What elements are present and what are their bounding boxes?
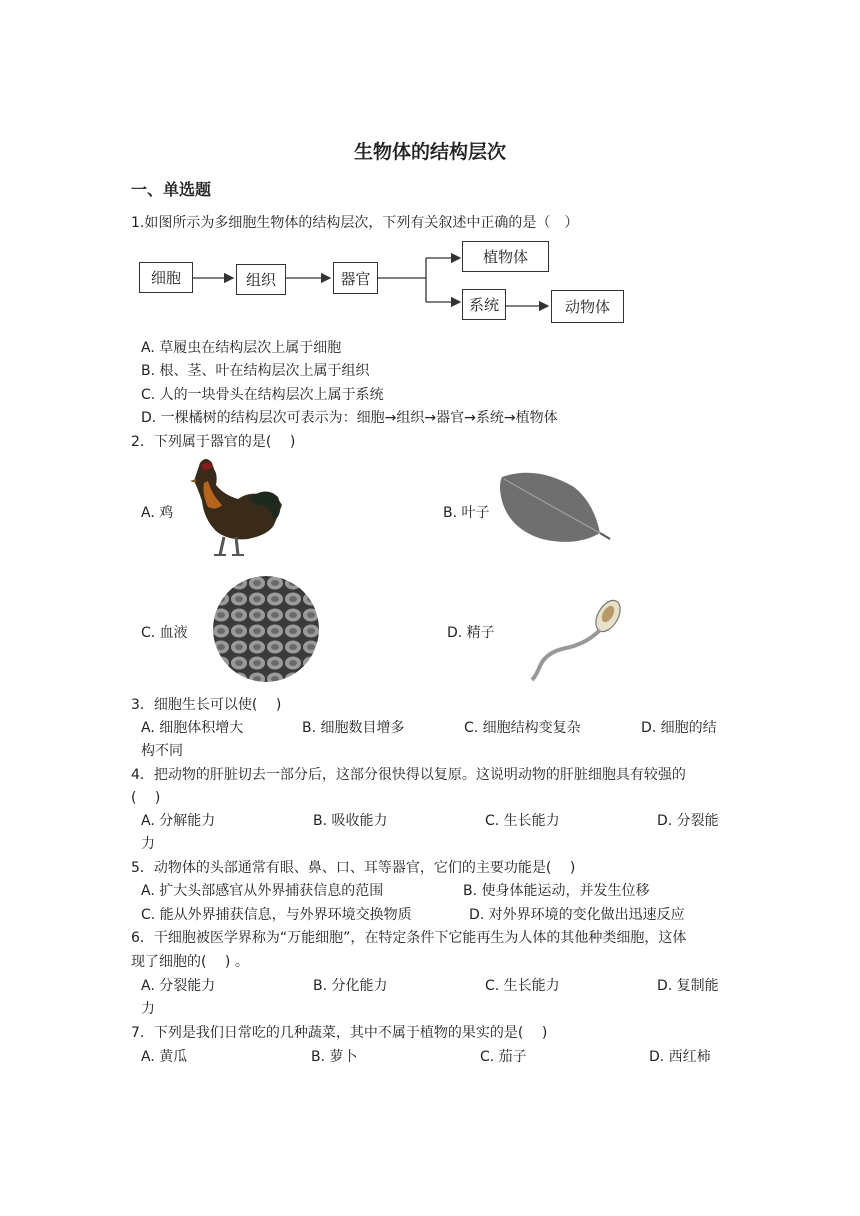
q6-stem: 6．干细胞被医学界称为“万能细胞”，在特定条件下它能再生为人体的其他种类细胞，这体 bbox=[131, 930, 687, 946]
q4-option-d: D. 分裂能 bbox=[657, 813, 719, 829]
q4-option-a: A. 分解能力 bbox=[141, 813, 216, 829]
box-system: 系统 bbox=[462, 289, 506, 320]
box-animal: 动物体 bbox=[551, 290, 624, 323]
q7-option-b: B. 萝卜 bbox=[311, 1049, 358, 1065]
q2-option-a: A. 鸡 bbox=[141, 505, 174, 521]
q7-option-d: D. 西红柿 bbox=[649, 1049, 711, 1065]
q7-option-a: A. 黄瓜 bbox=[141, 1049, 188, 1065]
q6-option-d-wrap: 力 bbox=[141, 1001, 155, 1017]
q2-option-b: B. 叶子 bbox=[443, 505, 490, 521]
q5-stem: 5．动物体的头部通常有眼、鼻、口、耳等器官，它们的主要功能是( ) bbox=[131, 860, 576, 876]
q1-option-d: D. 一棵橘树的结构层次可表示为：细胞→组织→器官→系统→植物体 bbox=[141, 410, 558, 426]
q1-option-a: A. 草履虫在结构层次上属于细胞 bbox=[141, 340, 342, 356]
q6-option-a: A. 分裂能力 bbox=[141, 978, 216, 994]
q1-stem: 1.如图所示为多细胞生物体的结构层次，下列有关叙述中正确的是（ ） bbox=[131, 215, 579, 231]
page-title: 生物体的结构层次 bbox=[353, 141, 506, 163]
q2-option-c: C. 血液 bbox=[141, 625, 188, 641]
q7-option-c: C. 茄子 bbox=[480, 1049, 527, 1065]
box-organ: 器官 bbox=[333, 262, 378, 294]
q3-option-d: D. 细胞的结 bbox=[641, 720, 717, 736]
q4-stem: 4．把动物的肝脏切去一部分后，这部分很快得以复原。这说明动物的肝脏细胞具有较强的 bbox=[131, 767, 686, 783]
q3-stem: 3．细胞生长可以使( ) bbox=[131, 697, 282, 713]
q5-option-d: D. 对外界环境的变化做出迅速反应 bbox=[469, 907, 685, 923]
box-tissue: 组织 bbox=[236, 264, 286, 295]
diagram-arrows bbox=[0, 0, 860, 340]
q4-option-b: B. 吸收能力 bbox=[313, 813, 388, 829]
q4-option-d-wrap: 力 bbox=[141, 836, 155, 852]
q6-option-d: D. 复制能 bbox=[657, 978, 719, 994]
q5-option-b: B. 使身体能运动，并发生位移 bbox=[463, 883, 650, 899]
q6-option-b: B. 分化能力 bbox=[313, 978, 388, 994]
q3-option-d-wrap: 构不同 bbox=[141, 743, 183, 759]
q6-option-c: C. 生长能力 bbox=[485, 978, 560, 994]
q7-stem: 7．下列是我们日常吃的几种蔬菜，其中不属于植物的果实的是( ) bbox=[131, 1025, 548, 1041]
q4-stem-line2: ( ) bbox=[131, 790, 161, 806]
q5-option-a: A. 扩大头部感官从外界捕获信息的范围 bbox=[141, 883, 384, 899]
q5-option-c: C. 能从外界捕获信息，与外界环境交换物质 bbox=[141, 907, 412, 923]
leaf-image bbox=[496, 467, 612, 551]
q3-option-a: A. 细胞体积增大 bbox=[141, 720, 244, 736]
box-cell: 细胞 bbox=[139, 262, 193, 293]
q1-option-b: B. 根、茎、叶在结构层次上属于组织 bbox=[141, 363, 370, 379]
q3-option-b: B. 细胞数目增多 bbox=[302, 720, 405, 736]
section-heading: 一、单选题 bbox=[131, 180, 212, 199]
q6-stem-line2: 现了细胞的( ) 。 bbox=[131, 954, 249, 970]
rooster-image bbox=[178, 455, 288, 561]
q2-option-d: D. 精子 bbox=[447, 625, 495, 641]
box-plant: 植物体 bbox=[462, 241, 549, 272]
q1-option-c: C. 人的一块骨头在结构层次上属于系统 bbox=[141, 387, 384, 403]
blood-cells-image bbox=[212, 575, 320, 683]
q4-option-c: C. 生长能力 bbox=[485, 813, 560, 829]
q3-option-c: C. 细胞结构变复杂 bbox=[464, 720, 581, 736]
q2-stem: 2．下列属于器官的是( ) bbox=[131, 434, 296, 450]
sperm-image bbox=[526, 596, 626, 686]
